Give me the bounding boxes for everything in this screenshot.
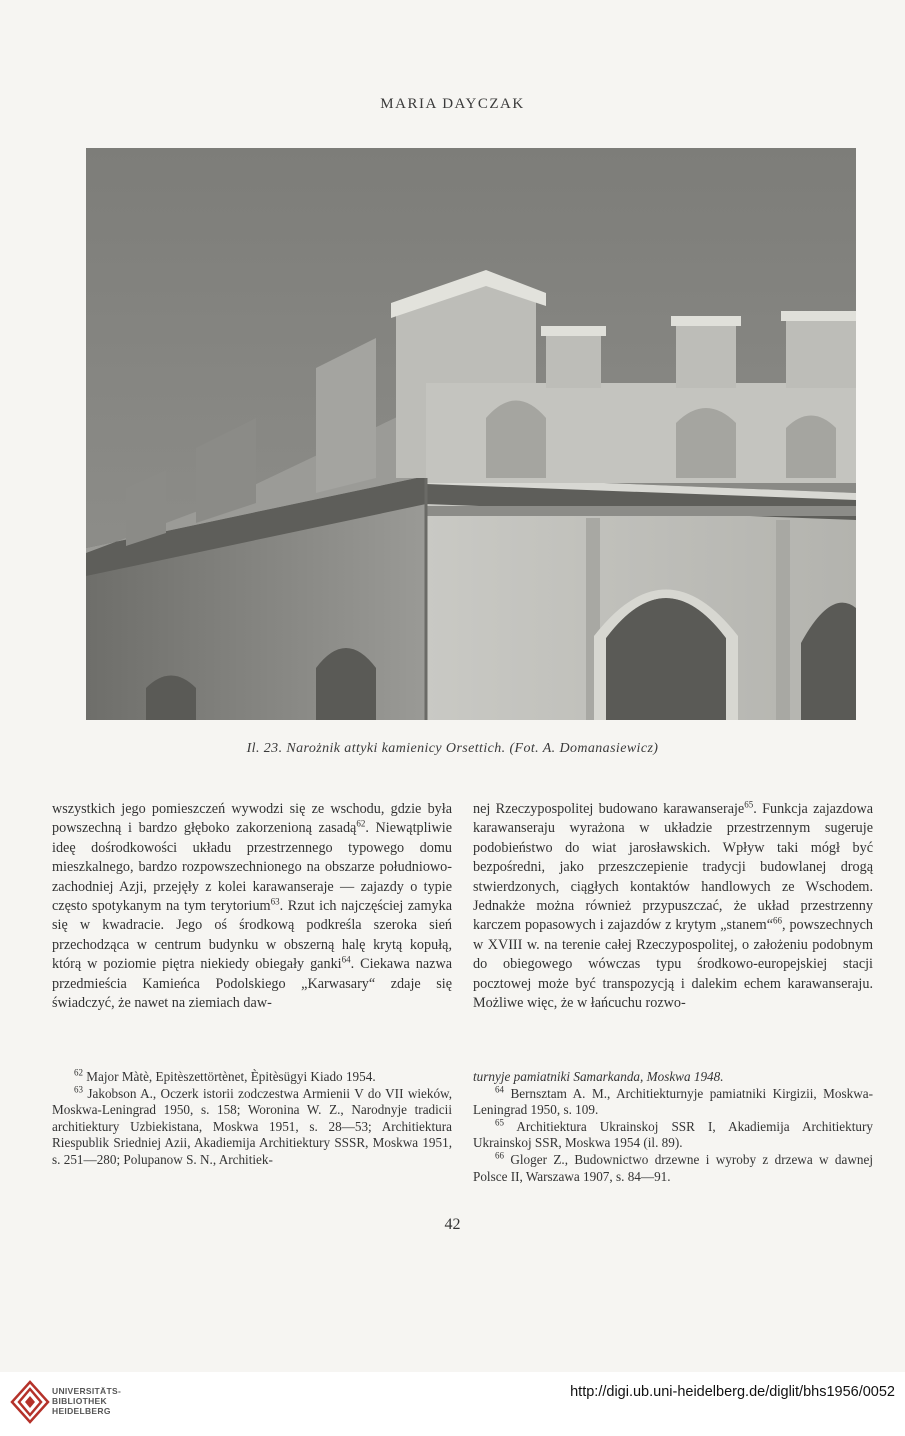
library-name-line: HEIDELBERG — [52, 1406, 111, 1416]
attic-corner-photo — [86, 148, 856, 720]
footnote — [52, 1086, 452, 1169]
footnote-ref: 66 — [773, 915, 782, 926]
text-run: nej Rzeczypospolitej budowano karawanseraje — [473, 801, 745, 817]
footnotes-right — [473, 1069, 873, 1185]
page-number: 42 — [444, 1216, 461, 1233]
footnote-ref: 63 — [270, 896, 280, 907]
footnote-number: 63 — [74, 1084, 83, 1095]
library-name-line: BIBLIOTHEK — [52, 1396, 107, 1406]
footnote-ref: 64 — [341, 954, 351, 965]
body-column-right — [473, 800, 873, 1013]
library-name-line: UNIVERSITÄTS- — [52, 1386, 122, 1396]
footnote-text: Major Màtè, Epitèszettörtènet, Èpitèsügyi Kiado 1954. — [86, 1069, 376, 1084]
footnote-number: 66 — [495, 1150, 504, 1161]
running-head: MARIA DAYCZAK — [380, 96, 525, 112]
text-run: . Niewątpliwie ideę dośrodkowości układu przestrzennego typowego domu mieszkalnego, bardzo rozpowszechnionego na obszarze południowo-zachodniej Azji, przejęły z kolei karawanseraje — zajazdy o typie często spotykanym na tym terytorium — [52, 820, 452, 915]
footnote-text: turnyje pamiatniki Samarkanda, Moskwa 1948. — [473, 1069, 724, 1084]
footnote — [52, 1069, 452, 1086]
building-photograph — [86, 148, 856, 720]
footnote-number: 62 — [74, 1067, 83, 1078]
footnote-number: 65 — [495, 1117, 504, 1128]
footnote-number: 64 — [495, 1084, 504, 1095]
library-footer — [0, 1372, 905, 1436]
footnote-ref: 62 — [356, 818, 366, 829]
permalink-url[interactable]: http://digi.ub.uni-heidelberg.de/diglit/bhs1956/0052 — [570, 1384, 895, 1400]
footnote-text: Jakobson A., Oczerk istorii zodczestwa Armienii V do VII wieków, Moskwa-Leningrad 1950, s. 158; Woronina W. Z., Narodnyje tradicii architiektury Uzbiekistana, Moskwa 1951, s. 28—53; Architiektura Riespublik Sriedniej Azii, Akadiemija Architiektury SSSR, Moskwa 1951, s. 251—280; Polupanow S. N., Architiek- — [52, 1085, 453, 1167]
paragraph — [52, 800, 452, 1013]
text-run: . Rzut ich najczęściej zamyka się w kwadracie. Jego oś środkową podkreśla szeroka sień przechodząca w centrum budynku w obszerną halę krytą kopułą, którą w poziomie piętra niekiedy obiegały ganki — [52, 898, 453, 973]
footnote-text: Gloger Z., Budownictwo drzewne i wyroby z drzewa w dawnej Polsce II, Warszawa 1907, s. 84—91. — [473, 1151, 873, 1184]
text-run: , powszechnych w XVIII w. na terenie całej Rzeczypospolitej, o założeniu podobnym do obiegowego wówczas typu środkowo-europejskiej stacji pocztowej może być transpozycją i dalekim echem karawanseraju. Możliwe więc, że w łańcuchu rozwo- — [473, 917, 873, 1012]
footnote — [473, 1119, 873, 1152]
text-run: . Funkcja zajazdowa karawanseraju wyrażona w układzie przestrzennym sugeruje podobieństwo do wiat jarosławskich. Wpływ taki mógł być bezpośredni, jako przeszczepienie tradycji budowlanej drogą stwierdzonych, ciągłych kontaktów handlowych ze Wschodem. Jednakże można również przypuszczać, że układ przestrzenny karczem popasowych i zajazdów z krytym „stanem“ — [473, 801, 873, 934]
footnotes-left — [52, 1069, 452, 1169]
footnote-continued — [473, 1069, 873, 1086]
text-run: . Ciekawa nazwa przedmieścia Kamieńca Podolskiego „Karwasary“ zdaje się świadczyć, że nawet na ziemiach daw- — [52, 956, 452, 1012]
paragraph — [473, 800, 873, 1013]
footnote-text: Bernsztam A. M., Architiekturnyje pamiatniki Kirgizii, Moskwa-Leningrad 1950, s. 109. — [473, 1085, 873, 1118]
university-library-logo-icon[interactable] — [10, 1380, 50, 1424]
footnote-text: Architiektura Ukrainskoj SSR I, Akadiemija Architiektury Ukrainskoj SSR, Moskwa 1954 (il. 89). — [473, 1118, 873, 1151]
figure-caption: Il. 23. Narożnik attyki kamienicy Orsettich. (Fot. A. Domanasiewicz) — [246, 741, 659, 756]
body-column-left — [52, 800, 452, 1013]
library-name[interactable] — [52, 1386, 121, 1416]
footnote — [473, 1086, 873, 1119]
footnote-ref: 65 — [744, 799, 754, 810]
text-run: wszystkich jego pomieszczeń wywodzi się ze wschodu, gdzie była powszechną i bardzo głęboko zakorzenioną zasadą — [52, 801, 452, 837]
footnote — [473, 1152, 873, 1185]
